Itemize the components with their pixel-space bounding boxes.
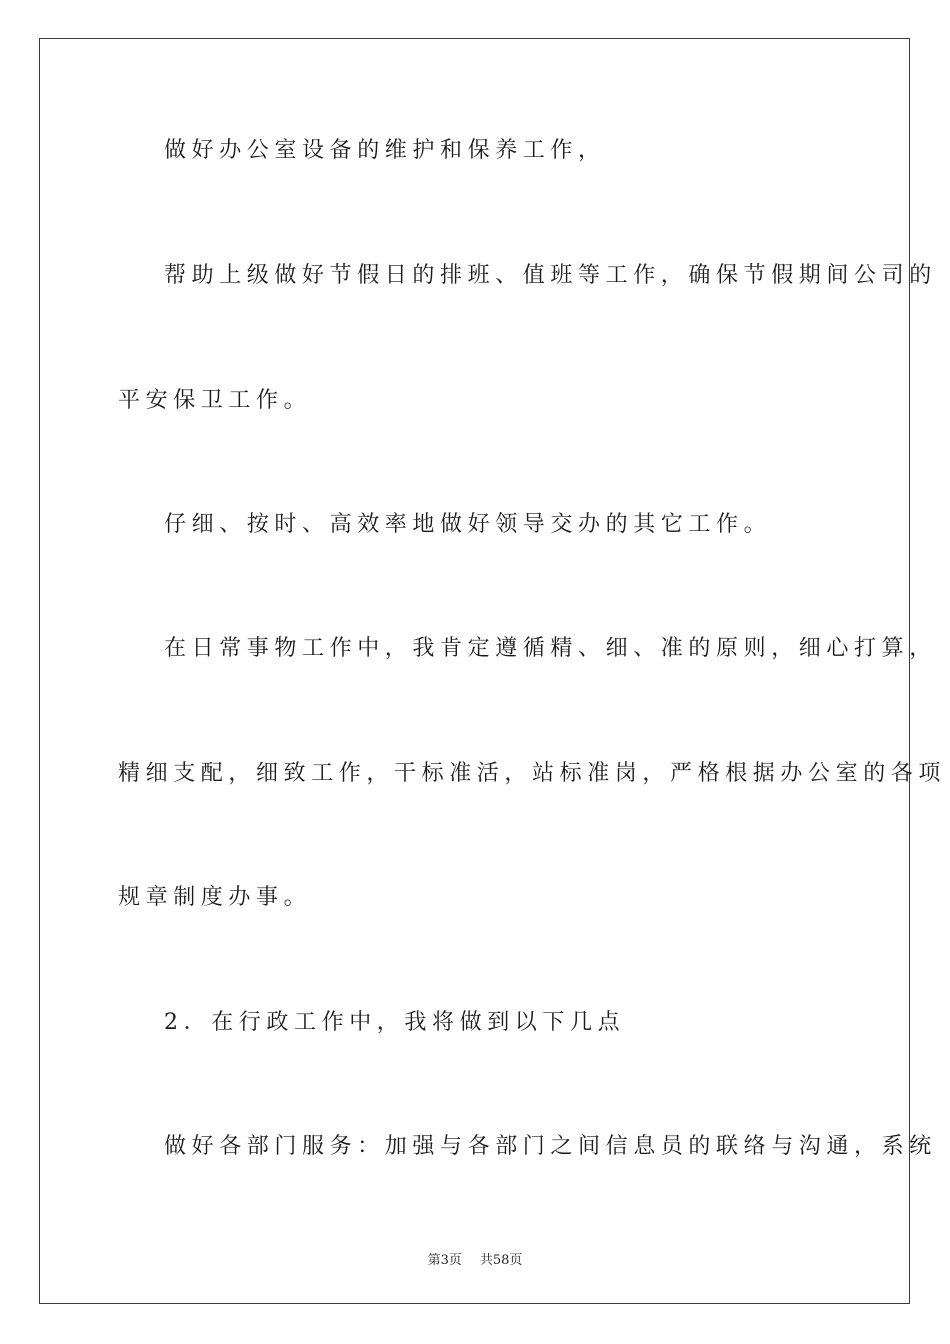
paragraph-line-4: 仔细、按时、高效率地做好领导交办的其它工作。 (164, 512, 772, 537)
paragraph-line-1: 做好办公室设备的维护和保养工作， (164, 138, 606, 163)
paragraph-line-2: 帮助上级做好节假日的排班、值班等工作，确保节假期间公司的 (164, 263, 937, 288)
paragraph-line-7: 规章制度办事。 (118, 885, 312, 910)
page-border (39, 38, 910, 1304)
total-pages: 共58页 (479, 1253, 523, 1268)
paragraph-line-5: 在日常事物工作中，我肯定遵循精、细、准的原则，细心打算， (164, 636, 937, 661)
paragraph-line-3: 平安保卫工作。 (118, 388, 312, 413)
page-number: 第3页 (427, 1253, 462, 1268)
page-footer (0, 1249, 950, 1268)
paragraph-line-6: 精细支配，细致工作，干标准活，站标准岗，严格根据办公室的各项 (118, 761, 947, 786)
numbered-heading-line: 2．在行政工作中，我将做到以下几点 (164, 1010, 626, 1035)
paragraph-line-9: 做好各部门服务：加强与各部门之间信息员的联络与沟通，系统 (164, 1134, 937, 1159)
